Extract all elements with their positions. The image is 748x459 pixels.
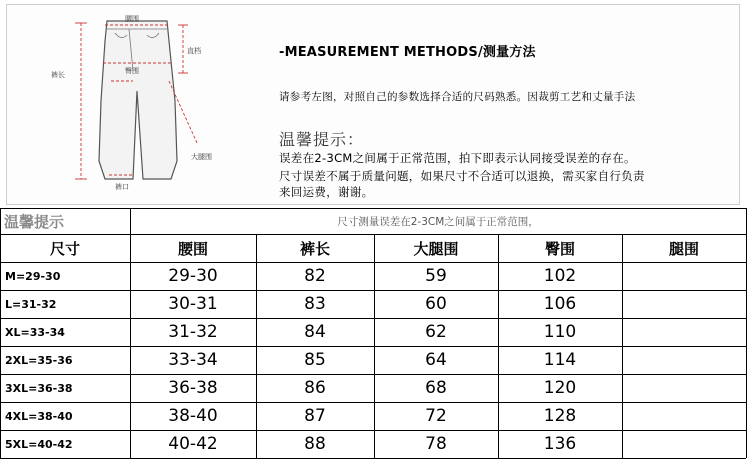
measurement-cell: 40-42 <box>168 434 218 454</box>
column-header: 臀围 <box>544 239 575 258</box>
diagram-label-rise: 直档 <box>187 47 201 55</box>
measurement-cell: 30-31 <box>168 294 218 314</box>
measurement-cell <box>622 402 746 430</box>
size-label-cell: 3XL=36-38 <box>5 381 73 395</box>
measurement-cell: 88 <box>304 434 326 454</box>
column-header: 腿围 <box>668 239 699 258</box>
measurement-cell: 72 <box>425 406 447 426</box>
measurement-cell: 136 <box>543 434 577 454</box>
size-label-cell: 2XL=35-36 <box>5 353 73 367</box>
pants-outline-icon <box>99 21 177 179</box>
measurement-cell: 106 <box>543 294 577 314</box>
diagram-label-hip: 臀围 <box>125 67 139 75</box>
tip-line-3: 来回运费，谢谢。 <box>279 185 374 199</box>
column-header: 尺寸 <box>49 239 80 258</box>
measurement-cell: 68 <box>425 378 447 398</box>
diagram-label-thigh: 大腿围 <box>191 153 212 161</box>
diagram-label-waist: 腰围 <box>125 15 139 23</box>
measurement-cell <box>622 374 746 402</box>
measurement-cell: 114 <box>543 350 577 370</box>
pants-measurement-diagram <box>29 11 229 201</box>
column-header: 裤长 <box>299 239 330 258</box>
measurement-info-panel <box>6 4 740 205</box>
measurement-cell: 38-40 <box>168 406 218 426</box>
tolerance-note: 尺寸测量误差在2-3CM之间属于正常范围， <box>337 215 539 228</box>
measurement-cell: 29-30 <box>168 266 218 286</box>
tips-title: 温馨提示： <box>279 130 365 149</box>
measurement-cell: 62 <box>425 322 447 342</box>
tip-line-1: 误差在2-3CM之间属于正常范围，拍下即表示认同接受误差的存在。 <box>279 151 636 165</box>
size-label-cell: 4XL=38-40 <box>5 409 73 423</box>
measurement-cell <box>622 318 746 346</box>
measurement-cell <box>622 346 746 374</box>
measurement-cell: 36-38 <box>168 378 218 398</box>
measurement-cell <box>622 290 746 318</box>
measurement-cell: 64 <box>425 350 447 370</box>
column-header: 腰围 <box>177 239 208 258</box>
diagram-label-length: 裤长 <box>51 71 65 79</box>
size-label-cell: L=31-32 <box>5 297 57 311</box>
measurement-methods-title: -MEASUREMENT METHODS/测量方法 <box>279 45 536 60</box>
measurement-cell: 31-32 <box>168 322 218 342</box>
measurement-cell <box>622 262 746 290</box>
size-label-cell: M=29-30 <box>5 269 61 283</box>
measurement-cell: 59 <box>425 266 447 286</box>
measurement-cell <box>622 430 746 458</box>
measurement-cell: 128 <box>543 406 577 426</box>
measurement-cell: 60 <box>425 294 447 314</box>
tip-line-2: 尺寸误差不属于质量问题，如果尺寸不合适可以退换，需买家自行负责 <box>279 169 645 183</box>
measurement-cell: 120 <box>543 378 577 398</box>
size-label-cell: 5XL=40-42 <box>5 437 73 451</box>
tips-label: 温馨提示 <box>4 212 65 231</box>
column-header: 大腿围 <box>413 239 459 258</box>
diagram-label-leg-opening: 裤口 <box>115 183 129 191</box>
measurement-cell: 85 <box>304 350 326 370</box>
measurement-cell: 33-34 <box>168 350 218 370</box>
measurement-cell: 83 <box>304 294 326 314</box>
measurement-cell: 78 <box>425 434 447 454</box>
measurement-cell: 84 <box>304 322 326 342</box>
measurement-cell: 110 <box>543 322 577 342</box>
measurement-cell: 82 <box>304 266 326 286</box>
measurement-intro-text: 请参考左图，对照自己的参数选择合适的尺码熟悉。因裁剪工艺和丈量手法 <box>279 91 636 103</box>
measurement-cell: 86 <box>304 378 326 398</box>
measurement-cell: 87 <box>304 406 326 426</box>
measurement-cell: 102 <box>543 266 577 286</box>
size-label-cell: XL=33-34 <box>5 325 65 339</box>
